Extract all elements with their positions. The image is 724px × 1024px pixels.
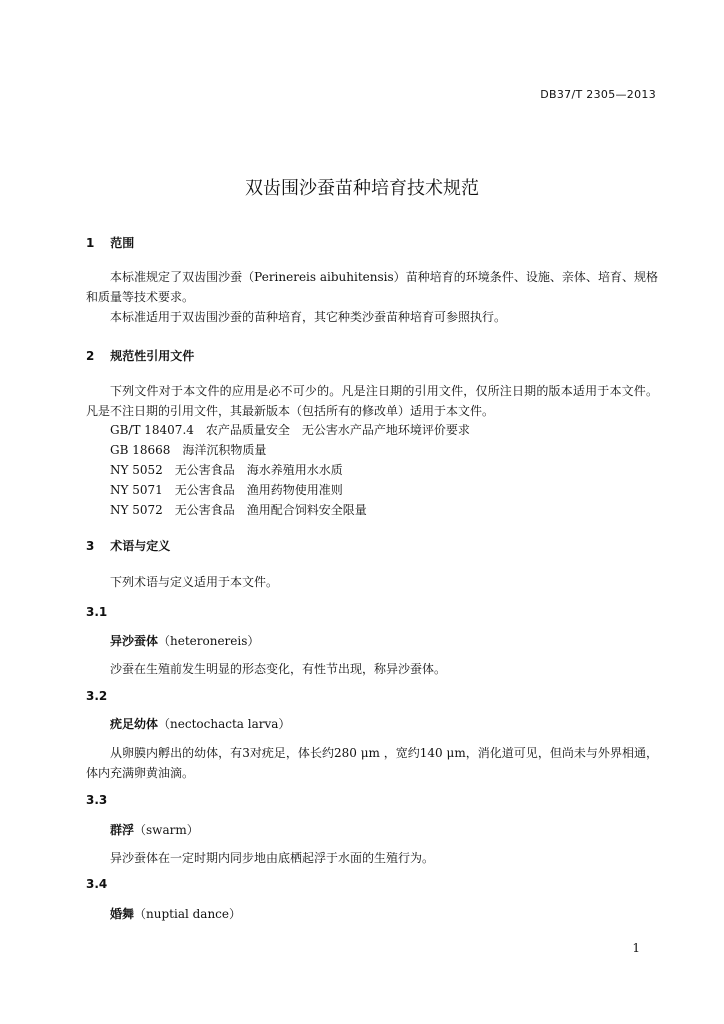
standard-code: DB37/T 2305—2013 [540,88,656,101]
reference-item: NY 5052 无公害食品 海水养殖用水水质 [110,463,343,477]
term-definition: 沙蚕在生殖前发生明显的形态变化，有性节出现，称异沙蚕体。 [110,662,447,676]
section-1-paragraph-1: 本标准规定了双齿围沙蚕（Perinereis aibuhitensis）苗种培育的环境条件、设施、亲体、培育、规格和质量等技术要求。 [86,270,658,304]
section-3-intro: 下列术语与定义适用于本文件。 [110,575,279,589]
term-heading [110,715,290,732]
term-english: （swarm） [134,823,199,837]
reference-item: GB 18668 海洋沉积物质量 [110,443,267,457]
reference-item: NY 5072 无公害食品 渔用配合饲料安全限量 [110,503,367,517]
reference-item: NY 5071 无公害食品 渔用药物使用准则 [110,483,343,497]
page-number: 1 [632,941,640,955]
term-english: （nectochacta larva） [158,717,291,731]
term-definition: 从卵膜内孵出的幼体，有3对疣足，体长约280 μm ，宽约140 μm，消化道可见，但尚未与外界相通，体内充满卵黄油滴。 [86,746,658,780]
section-1-heading [86,234,134,251]
term-number: 3.4 [86,877,108,891]
term-heading [110,821,199,838]
section-2-paragraph-1: 下列文件对于本文件的应用是必不可少的。凡是注日期的引用文件，仅所注日期的版本适用于本文件。凡是不注日期的引用文件，其最新版本（包括所有的修改单）适用于本文件。 [86,384,658,418]
section-1-paragraph-2: 本标准适用于双齿围沙蚕的苗种培育，其它种类沙蚕苗种培育可参照执行。 [110,310,507,324]
section-title: 规范性引用文件 [110,349,195,363]
section-number: 2 [86,349,95,363]
term-english: （heteronereis） [158,634,260,648]
term-number: 3.3 [86,793,108,807]
term-name: 婚舞 [110,907,135,921]
term-number: 3.2 [86,689,108,703]
term-heading [110,632,259,649]
term-name: 异沙蚕体 [110,634,159,648]
section-title: 术语与定义 [110,539,171,553]
term-heading [110,905,241,922]
section-3-heading [86,537,170,554]
term-name: 群浮 [110,823,135,837]
section-2-heading [86,347,194,364]
section-title: 范围 [110,236,135,250]
term-english: （nuptial dance） [134,907,242,921]
reference-item: GB/T 18407.4 农产品质量安全 无公害水产品产地环境评价要求 [110,423,470,437]
term-definition: 异沙蚕体在一定时期内同步地由底栖起浮于水面的生殖行为。 [110,851,435,865]
term-number: 3.1 [86,605,108,619]
term-name: 疣足幼体 [110,717,159,731]
document-title: 双齿围沙蚕苗种培育技术规范 [245,178,479,199]
section-number: 3 [86,539,95,553]
section-number: 1 [86,236,95,250]
